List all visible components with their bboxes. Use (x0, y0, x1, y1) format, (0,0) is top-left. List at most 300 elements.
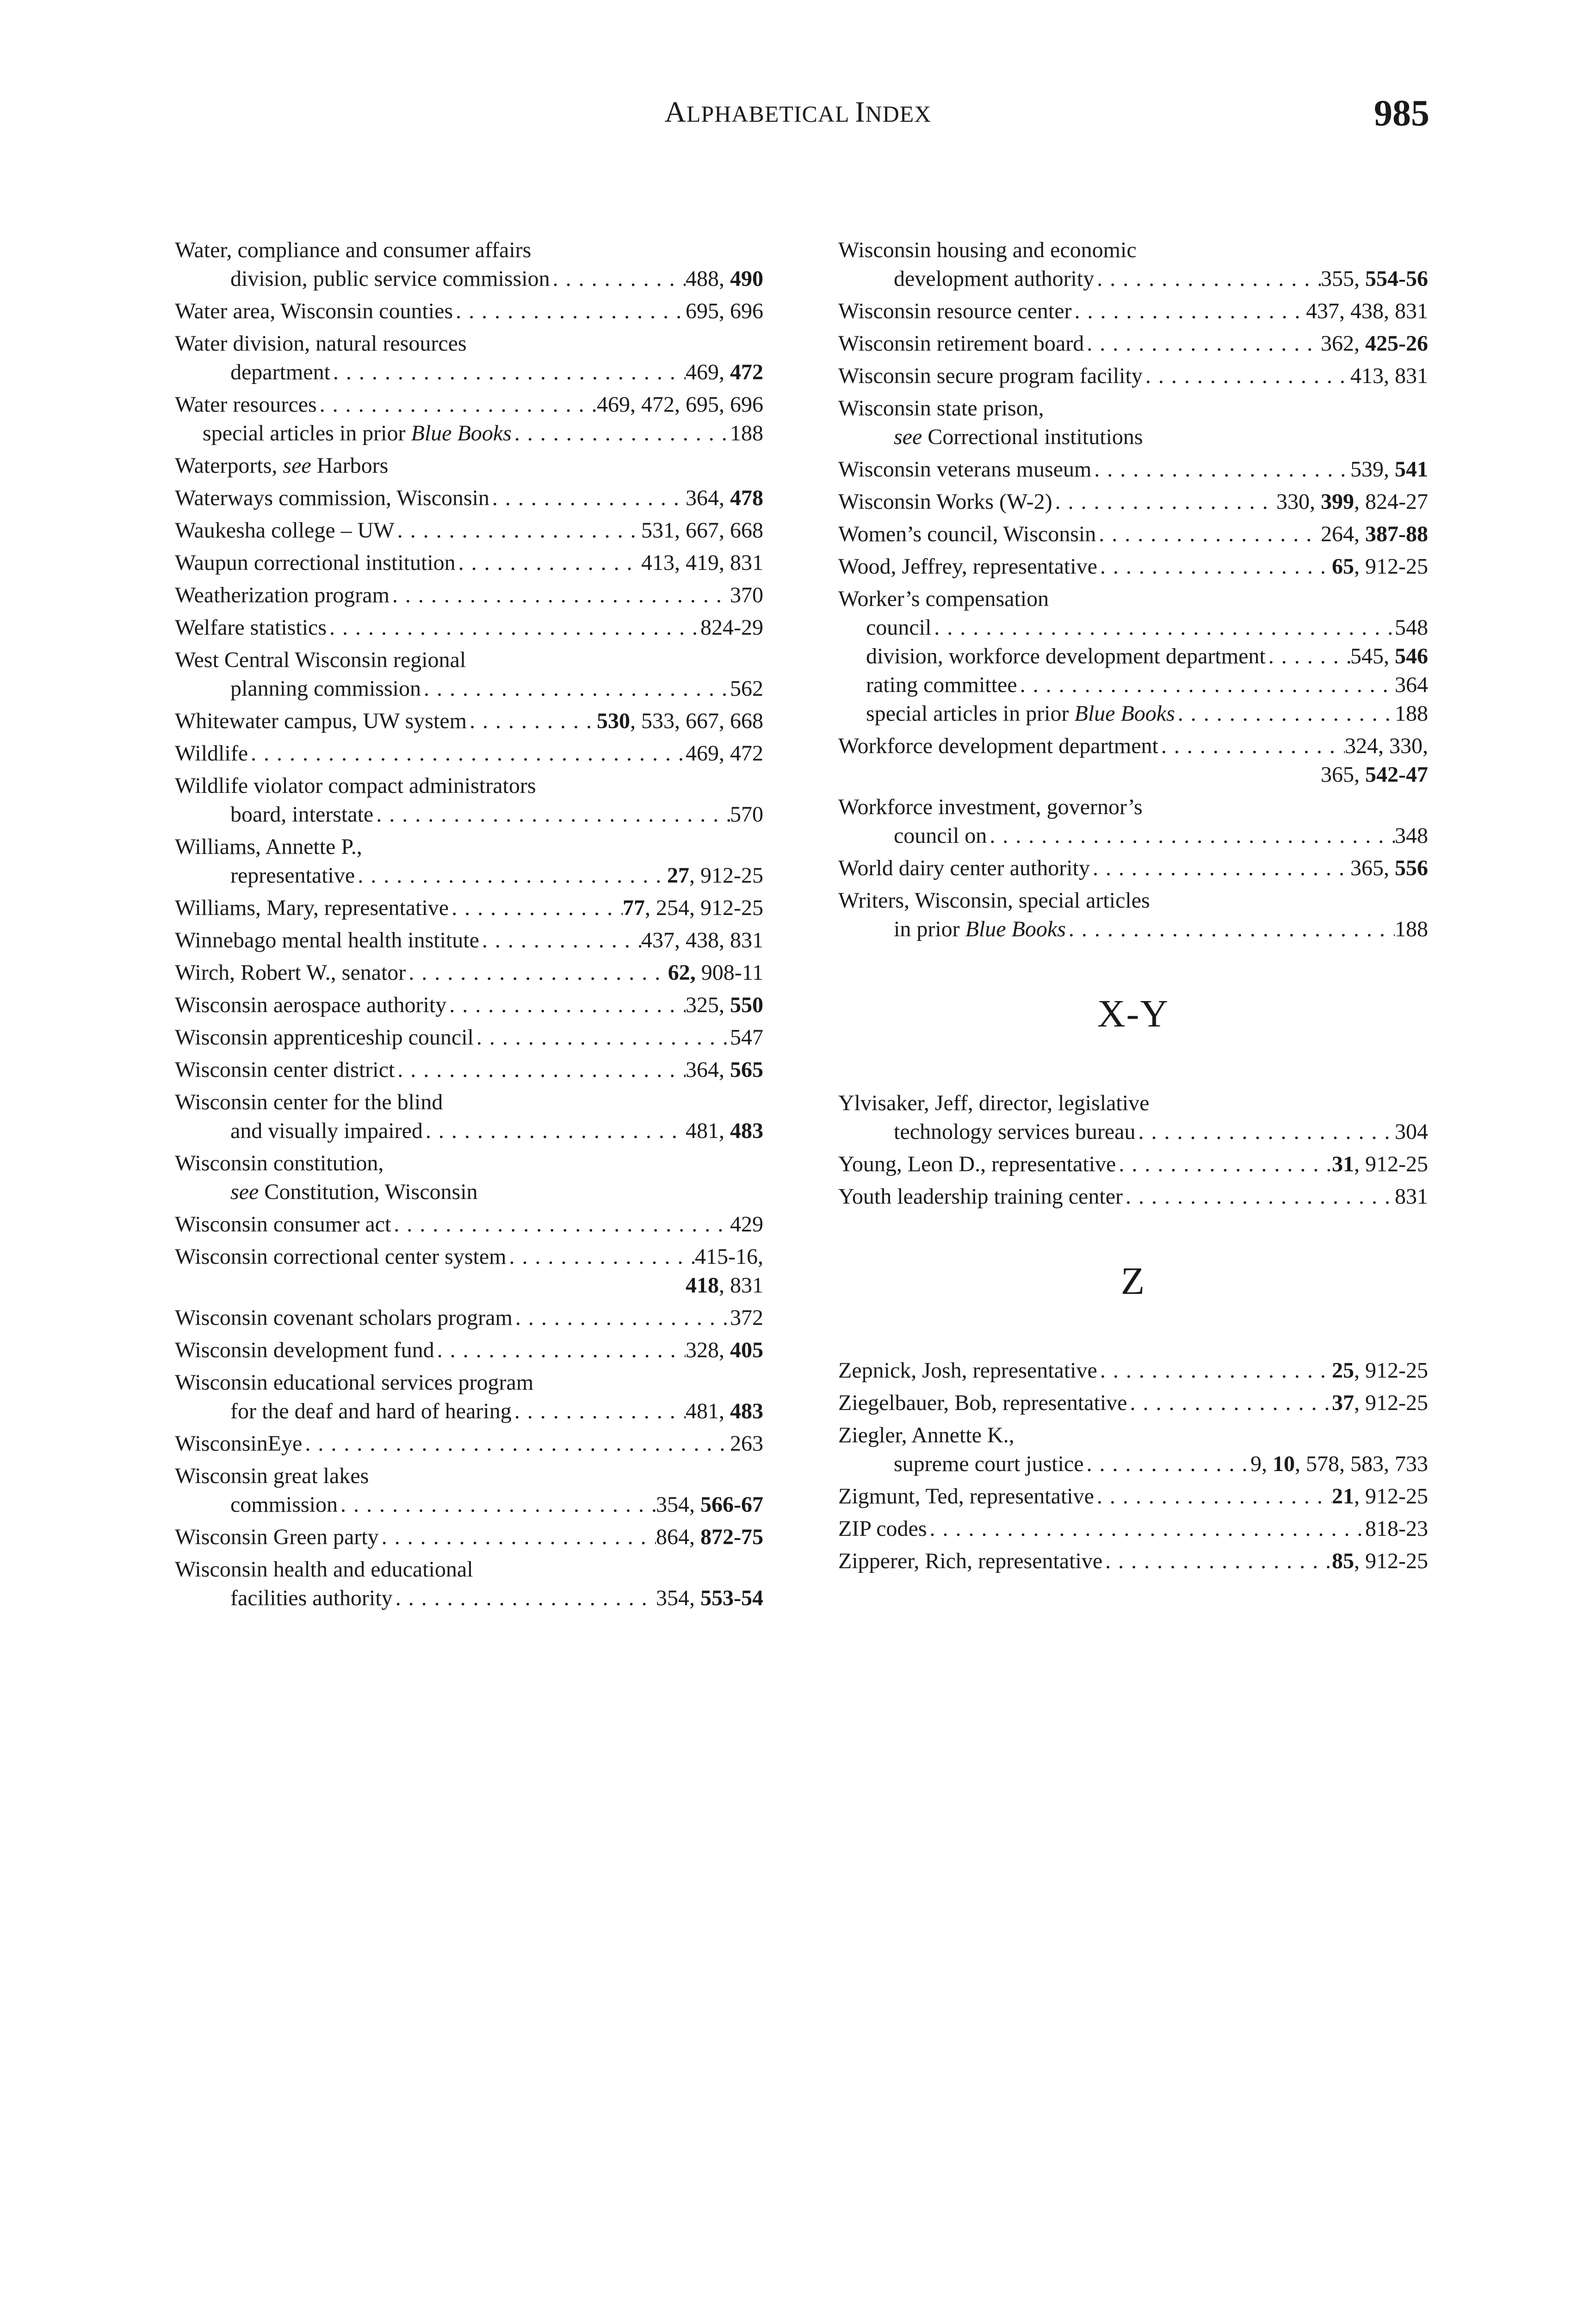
entry-term: Wisconsin state prison, (838, 396, 1044, 421)
entry-term: Welfare statistics (175, 615, 327, 640)
dot-leader (456, 549, 641, 577)
entry-line (838, 1421, 1428, 1450)
index-entry (175, 646, 763, 703)
entry-pages: 77, 254, 912-25 (623, 896, 763, 920)
entry-line (838, 1182, 1428, 1211)
entry-pages: 188 (1395, 701, 1428, 726)
index-entry (838, 1547, 1428, 1576)
index-entry (175, 549, 763, 577)
entry-term: special articles in prior Blue Books (203, 421, 512, 445)
index-entry (175, 390, 763, 448)
dot-leader (489, 484, 686, 513)
entry-term: board, interstate (230, 802, 374, 827)
entry-line (838, 1450, 1428, 1478)
entry-term: Wisconsin retirement board (838, 331, 1084, 356)
entry-pages: 562 (730, 676, 763, 701)
entry-line (838, 1389, 1428, 1417)
entry-term: Wisconsin aerospace authority (175, 993, 447, 1017)
index-entry (175, 926, 763, 955)
entry-page-continuation: 365, 542-47 (1321, 762, 1428, 787)
entry-line (175, 894, 763, 922)
entry-term: Zepnick, Josh, representative (838, 1358, 1097, 1383)
entry-line (838, 1356, 1428, 1385)
entry-page-continuation: 418, 831 (686, 1273, 763, 1298)
index-entry (175, 297, 763, 326)
entry-line (838, 362, 1428, 390)
entry-line (175, 1304, 763, 1332)
index-entry (175, 1023, 763, 1052)
dot-leader (1094, 265, 1321, 293)
index-entry (175, 1462, 763, 1519)
entry-pages: 65, 912-25 (1332, 554, 1428, 579)
dot-leader (931, 613, 1395, 642)
index-entry (175, 451, 763, 480)
entry-line (838, 854, 1428, 883)
entry-line (838, 488, 1428, 516)
index-entry (838, 1421, 1428, 1478)
entry-pages: 413, 831 (1350, 364, 1428, 388)
entry-line (838, 520, 1428, 549)
entry-pages: 362, 425-26 (1321, 331, 1428, 356)
dot-leader (1090, 854, 1350, 883)
entry-term: Wisconsin center for the blind (175, 1090, 443, 1114)
index-entry (838, 1150, 1428, 1179)
entry-pages: 188 (1395, 917, 1428, 941)
entry-line (838, 394, 1428, 423)
entry-term: Wildlife violator compact administrators (175, 773, 536, 798)
entry-pages: 481, 483 (686, 1399, 763, 1423)
entry-line (838, 1482, 1428, 1511)
entry-line (838, 1118, 1428, 1146)
index-entry (838, 1356, 1428, 1385)
entry-term: rating committee (866, 673, 1017, 697)
entry-pages: 25, 912-25 (1332, 1358, 1428, 1383)
entry-line (838, 265, 1428, 293)
entry-term: division, public service commission (230, 266, 550, 291)
index-entry (175, 1056, 763, 1084)
entry-pages: 324, 330, (1345, 734, 1428, 758)
index-entry (175, 1555, 763, 1613)
dot-leader (1052, 488, 1276, 516)
dot-leader (1143, 362, 1350, 390)
dot-leader (1096, 520, 1321, 549)
entry-term: Wisconsin development fund (175, 1338, 434, 1362)
index-entry (175, 1088, 763, 1145)
entry-line (175, 329, 763, 358)
entry-term: Waupun correctional institution (175, 550, 456, 575)
entry-line (838, 642, 1428, 671)
dot-leader (1116, 1150, 1332, 1179)
dot-leader (1102, 1547, 1332, 1576)
entry-pages: 415-16, (695, 1244, 763, 1269)
dot-leader (1066, 915, 1395, 944)
entry-pages: 364 (1395, 673, 1428, 697)
dot-leader (327, 613, 700, 642)
entry-term: Whitewater campus, UW system (175, 709, 467, 733)
entry-term: Wisconsin center district (175, 1058, 395, 1082)
entry-pages: 348 (1395, 823, 1428, 848)
index-entry (838, 1482, 1428, 1511)
index-entry (175, 1523, 763, 1552)
entry-line (838, 732, 1428, 761)
entry-line (175, 739, 763, 768)
entry-line (838, 455, 1428, 484)
entry-pages: 824-29 (700, 615, 763, 640)
entry-pages: 864, 872-75 (656, 1525, 763, 1549)
index-entry (838, 394, 1428, 451)
dot-leader (1072, 297, 1306, 326)
index-entry (838, 1389, 1428, 1417)
entry-line (175, 1117, 763, 1145)
index-column-right (838, 236, 1428, 1579)
index-entry (838, 455, 1428, 484)
entry-term: technology services bureau (894, 1119, 1136, 1144)
entry-pages: 545, 546 (1350, 644, 1428, 668)
dot-leader (474, 1023, 730, 1052)
entry-pages: 372 (730, 1305, 763, 1330)
entry-term: Wisconsin correctional center system (175, 1244, 507, 1269)
entry-term: in prior Blue Books (894, 917, 1066, 941)
dot-leader (423, 1117, 686, 1145)
dot-leader (1097, 552, 1332, 581)
entry-line (175, 991, 763, 1020)
entry-term: see Correctional institutions (894, 425, 1143, 449)
entry-line (838, 423, 1428, 451)
index-entry (175, 894, 763, 922)
entry-line (175, 1056, 763, 1084)
index-entry (175, 613, 763, 642)
entry-pages: 354, 553-54 (656, 1586, 763, 1610)
entry-line (175, 390, 763, 419)
dot-leader (1158, 732, 1345, 761)
entry-term: Wood, Jeffrey, representative (838, 554, 1097, 579)
entry-pages: 355, 554-56 (1321, 266, 1428, 291)
section-heading: X-Y (1097, 992, 1169, 1035)
dot-leader (1266, 642, 1350, 671)
entry-line (175, 707, 763, 736)
entry-term: Wisconsin great lakes (175, 1464, 369, 1488)
entry-pages: 188 (730, 421, 763, 445)
index-entry (838, 854, 1428, 883)
entry-pages: 530, 533, 667, 668 (597, 709, 763, 733)
entry-pages: 413, 419, 831 (641, 550, 763, 575)
entry-term: Wirch, Robert W., senator (175, 960, 406, 985)
dot-leader (513, 1304, 730, 1332)
dot-leader (395, 516, 641, 545)
index-entry (175, 484, 763, 513)
entry-pages: 437, 438, 831 (641, 928, 763, 952)
entry-term: WisconsinEye (175, 1431, 303, 1456)
header-initial-i: I (855, 95, 866, 128)
entry-term: Waukesha college – UW (175, 518, 395, 543)
entry-line (175, 959, 763, 987)
entry-pages: 531, 667, 668 (641, 518, 763, 543)
entry-pages: 437, 438, 831 (1306, 299, 1428, 323)
dot-leader (1135, 1118, 1395, 1146)
entry-term: Williams, Mary, representative (175, 896, 449, 920)
dot-leader (550, 265, 686, 293)
dot-leader (373, 800, 730, 829)
entry-line (175, 265, 763, 293)
entry-term: Waterports, see Harbors (175, 453, 389, 478)
entry-term: Wisconsin covenant scholars program (175, 1305, 513, 1330)
entry-line (175, 1368, 763, 1397)
entry-term: Workforce investment, governor’s (838, 795, 1143, 819)
entry-term: Zipperer, Rich, representative (838, 1549, 1103, 1573)
entry-line (175, 297, 763, 326)
entry-pages: 354, 566-67 (656, 1492, 763, 1517)
entry-term: Wisconsin secure program facility (838, 364, 1143, 388)
entry-term: Wisconsin veterans museum (838, 457, 1092, 482)
entry-pages: 548 (1395, 615, 1428, 640)
page-number: 985 (1374, 93, 1429, 134)
entry-term: planning commission (230, 676, 421, 701)
index-entry (175, 707, 763, 736)
entry-term: Worker’s compensation (838, 587, 1049, 611)
entry-line (175, 772, 763, 800)
entry-term: Weatherization program (175, 583, 390, 607)
dot-leader (453, 297, 686, 326)
entry-line (838, 585, 1428, 613)
index-entry (175, 1304, 763, 1332)
entry-line (838, 793, 1428, 822)
entry-line (838, 1515, 1428, 1543)
index-entry (838, 1515, 1428, 1543)
entry-pages: 264, 387-88 (1321, 522, 1428, 546)
entry-pages: 31, 912-25 (1332, 1152, 1428, 1176)
dot-leader (330, 358, 686, 387)
entry-term: Wisconsin housing and economic (838, 238, 1137, 262)
entry-pages: 469, 472 (686, 360, 763, 384)
index-entry (175, 1149, 763, 1206)
entry-term: Wisconsin consumer act (175, 1212, 391, 1237)
entry-term: Ziegelbauer, Bob, representative (838, 1391, 1127, 1415)
entry-pages: 9, 10, 578, 583, 733 (1250, 1452, 1428, 1476)
entry-term: see Constitution, Wisconsin (230, 1180, 478, 1204)
entry-line (175, 484, 763, 513)
entry-line (175, 1243, 763, 1271)
entry-line (838, 297, 1428, 326)
entry-line (175, 1555, 763, 1584)
entry-term: Williams, Annette P., (175, 835, 362, 859)
entry-line (175, 516, 763, 545)
entry-term: Women’s council, Wisconsin (838, 522, 1096, 546)
entry-term: Zigmunt, Ted, representative (838, 1484, 1094, 1509)
dot-leader (406, 959, 668, 987)
entry-pages: 831 (1395, 1184, 1428, 1209)
index-entry (175, 772, 763, 829)
dot-leader (446, 991, 686, 1020)
entry-line (175, 358, 763, 387)
index-entry (175, 236, 763, 293)
entry-term: division, workforce development department (866, 644, 1266, 668)
entry-line (175, 800, 763, 829)
entry-line (175, 926, 763, 955)
entry-pages: 330, 399, 824-27 (1276, 489, 1428, 514)
entry-line (175, 236, 763, 265)
index-entry (175, 581, 763, 610)
entry-pages: 370 (730, 583, 763, 607)
dot-leader (421, 674, 730, 703)
entry-term: Water area, Wisconsin counties (175, 299, 453, 323)
entry-line (175, 549, 763, 577)
entry-line (175, 1429, 763, 1458)
dot-leader (390, 581, 730, 610)
dot-leader (467, 707, 597, 736)
entry-term: Wisconsin health and educational (175, 1557, 473, 1582)
index-entry (838, 793, 1428, 850)
entry-line (838, 552, 1428, 581)
entry-line (175, 1336, 763, 1365)
index-entry (838, 520, 1428, 549)
entry-line (838, 329, 1428, 358)
entry-term: Waterways commission, Wisconsin (175, 486, 489, 510)
dot-leader (1123, 1182, 1395, 1211)
entry-line (175, 1523, 763, 1552)
entry-pages: 547 (730, 1025, 763, 1050)
dot-leader (512, 1397, 686, 1426)
index-entry (838, 329, 1428, 358)
index-entry (175, 991, 763, 1020)
entry-line (175, 1023, 763, 1052)
index-entry (175, 329, 763, 387)
entry-term: representative (230, 863, 355, 888)
index-entry (838, 297, 1428, 326)
entry-pages: 304 (1395, 1119, 1428, 1144)
index-column-left (175, 236, 763, 1616)
entry-line (838, 915, 1428, 944)
dot-leader (379, 1523, 656, 1552)
entry-term: Workforce development department (838, 734, 1158, 758)
dot-leader (1017, 671, 1395, 699)
entry-term: Ylvisaker, Jeff, director, legislative (838, 1091, 1150, 1115)
entry-pages: 364, 478 (686, 486, 763, 510)
entry-pages: 62, 908-11 (668, 960, 763, 985)
entry-pages: 365, 556 (1350, 856, 1428, 880)
dot-leader (1094, 1482, 1332, 1511)
dot-leader (1084, 1450, 1250, 1478)
dot-leader (395, 1056, 686, 1084)
dot-leader (302, 1429, 730, 1458)
entry-term: ZIP codes (838, 1516, 927, 1541)
dot-leader (1175, 699, 1395, 728)
entry-term: Water division, natural resources (175, 331, 467, 356)
dot-leader (1097, 1356, 1332, 1385)
entry-line (175, 581, 763, 610)
header-part-1: LPHABETICAL (686, 101, 855, 127)
entry-line (175, 1397, 763, 1426)
entry-line (175, 1490, 763, 1519)
entry-line (175, 1149, 763, 1178)
entry-line (175, 861, 763, 890)
entry-line (175, 451, 763, 480)
entry-line (838, 1089, 1428, 1118)
entry-line (175, 1584, 763, 1613)
dot-leader (338, 1490, 656, 1519)
entry-term: Wisconsin Works (W-2) (838, 489, 1052, 514)
entry-pages: 488, 490 (686, 266, 763, 291)
entry-line (838, 699, 1428, 728)
dot-leader (391, 1210, 730, 1239)
entry-term: Ziegler, Annette K., (838, 1423, 1015, 1447)
entry-term: Wisconsin constitution, (175, 1151, 384, 1175)
entry-pages: 328, 405 (686, 1338, 763, 1362)
dot-leader (1084, 329, 1321, 358)
entry-line (175, 1462, 763, 1490)
entry-pages: 695, 696 (686, 299, 763, 323)
section-heading: Z (1120, 1260, 1146, 1303)
dot-leader (512, 419, 730, 448)
entry-term: Wisconsin resource center (838, 299, 1072, 323)
dot-leader (1127, 1389, 1332, 1417)
dot-leader (1091, 455, 1350, 484)
entry-term: supreme court justice (894, 1452, 1084, 1476)
entry-line (838, 886, 1428, 915)
entry-line (175, 833, 763, 861)
entry-line (838, 671, 1428, 699)
index-entry (838, 488, 1428, 516)
entry-term: Winnebago mental health institute (175, 928, 479, 952)
header-initial-a: A (664, 95, 687, 128)
entry-pages: 263 (730, 1431, 763, 1456)
index-entry (175, 1368, 763, 1426)
entry-pages: 469, 472 (686, 741, 763, 766)
entry-term: Water, compliance and consumer affairs (175, 238, 532, 262)
index-entry (175, 959, 763, 987)
entry-term: Writers, Wisconsin, special articles (838, 888, 1150, 913)
entry-pages: 27, 912-25 (667, 863, 763, 888)
entry-pages: 469, 472, 695, 696 (597, 392, 763, 417)
dot-leader (987, 822, 1395, 850)
entry-term: Water resources (175, 392, 317, 417)
entry-line (175, 646, 763, 674)
entry-line (175, 1178, 763, 1206)
entry-pages: 364, 565 (686, 1058, 763, 1082)
index-entry (175, 516, 763, 545)
index-entry (175, 1210, 763, 1239)
entry-pages: 85, 912-25 (1332, 1549, 1428, 1573)
entry-pages: 21, 912-25 (1332, 1484, 1428, 1509)
index-entry (838, 732, 1428, 789)
entry-pages: 539, 541 (1350, 457, 1428, 482)
index-entry (838, 552, 1428, 581)
entry-line (175, 419, 763, 448)
dot-leader (449, 894, 623, 922)
entry-pages: 481, 483 (686, 1119, 763, 1143)
dot-leader (355, 861, 667, 890)
entry-line (175, 613, 763, 642)
entry-term: Youth leadership training center (838, 1184, 1123, 1209)
index-entry (838, 1089, 1428, 1146)
entry-term: development authority (894, 266, 1095, 291)
entry-pages: 37, 912-25 (1332, 1391, 1428, 1415)
entry-term: Wisconsin educational services program (175, 1370, 534, 1395)
index-entry (838, 362, 1428, 390)
index-entry (175, 1429, 763, 1458)
dot-leader (248, 739, 686, 768)
entry-line (838, 236, 1428, 265)
entry-line (175, 1210, 763, 1239)
index-entry (838, 585, 1428, 728)
dot-leader (317, 390, 597, 419)
entry-line (838, 1150, 1428, 1179)
dot-leader (434, 1336, 686, 1365)
header-part-2: NDEX (865, 101, 932, 127)
entry-term: council (866, 615, 932, 640)
entry-term: Wisconsin apprenticeship council (175, 1025, 474, 1050)
index-entry (838, 886, 1428, 944)
entry-term: Wildlife (175, 741, 248, 766)
